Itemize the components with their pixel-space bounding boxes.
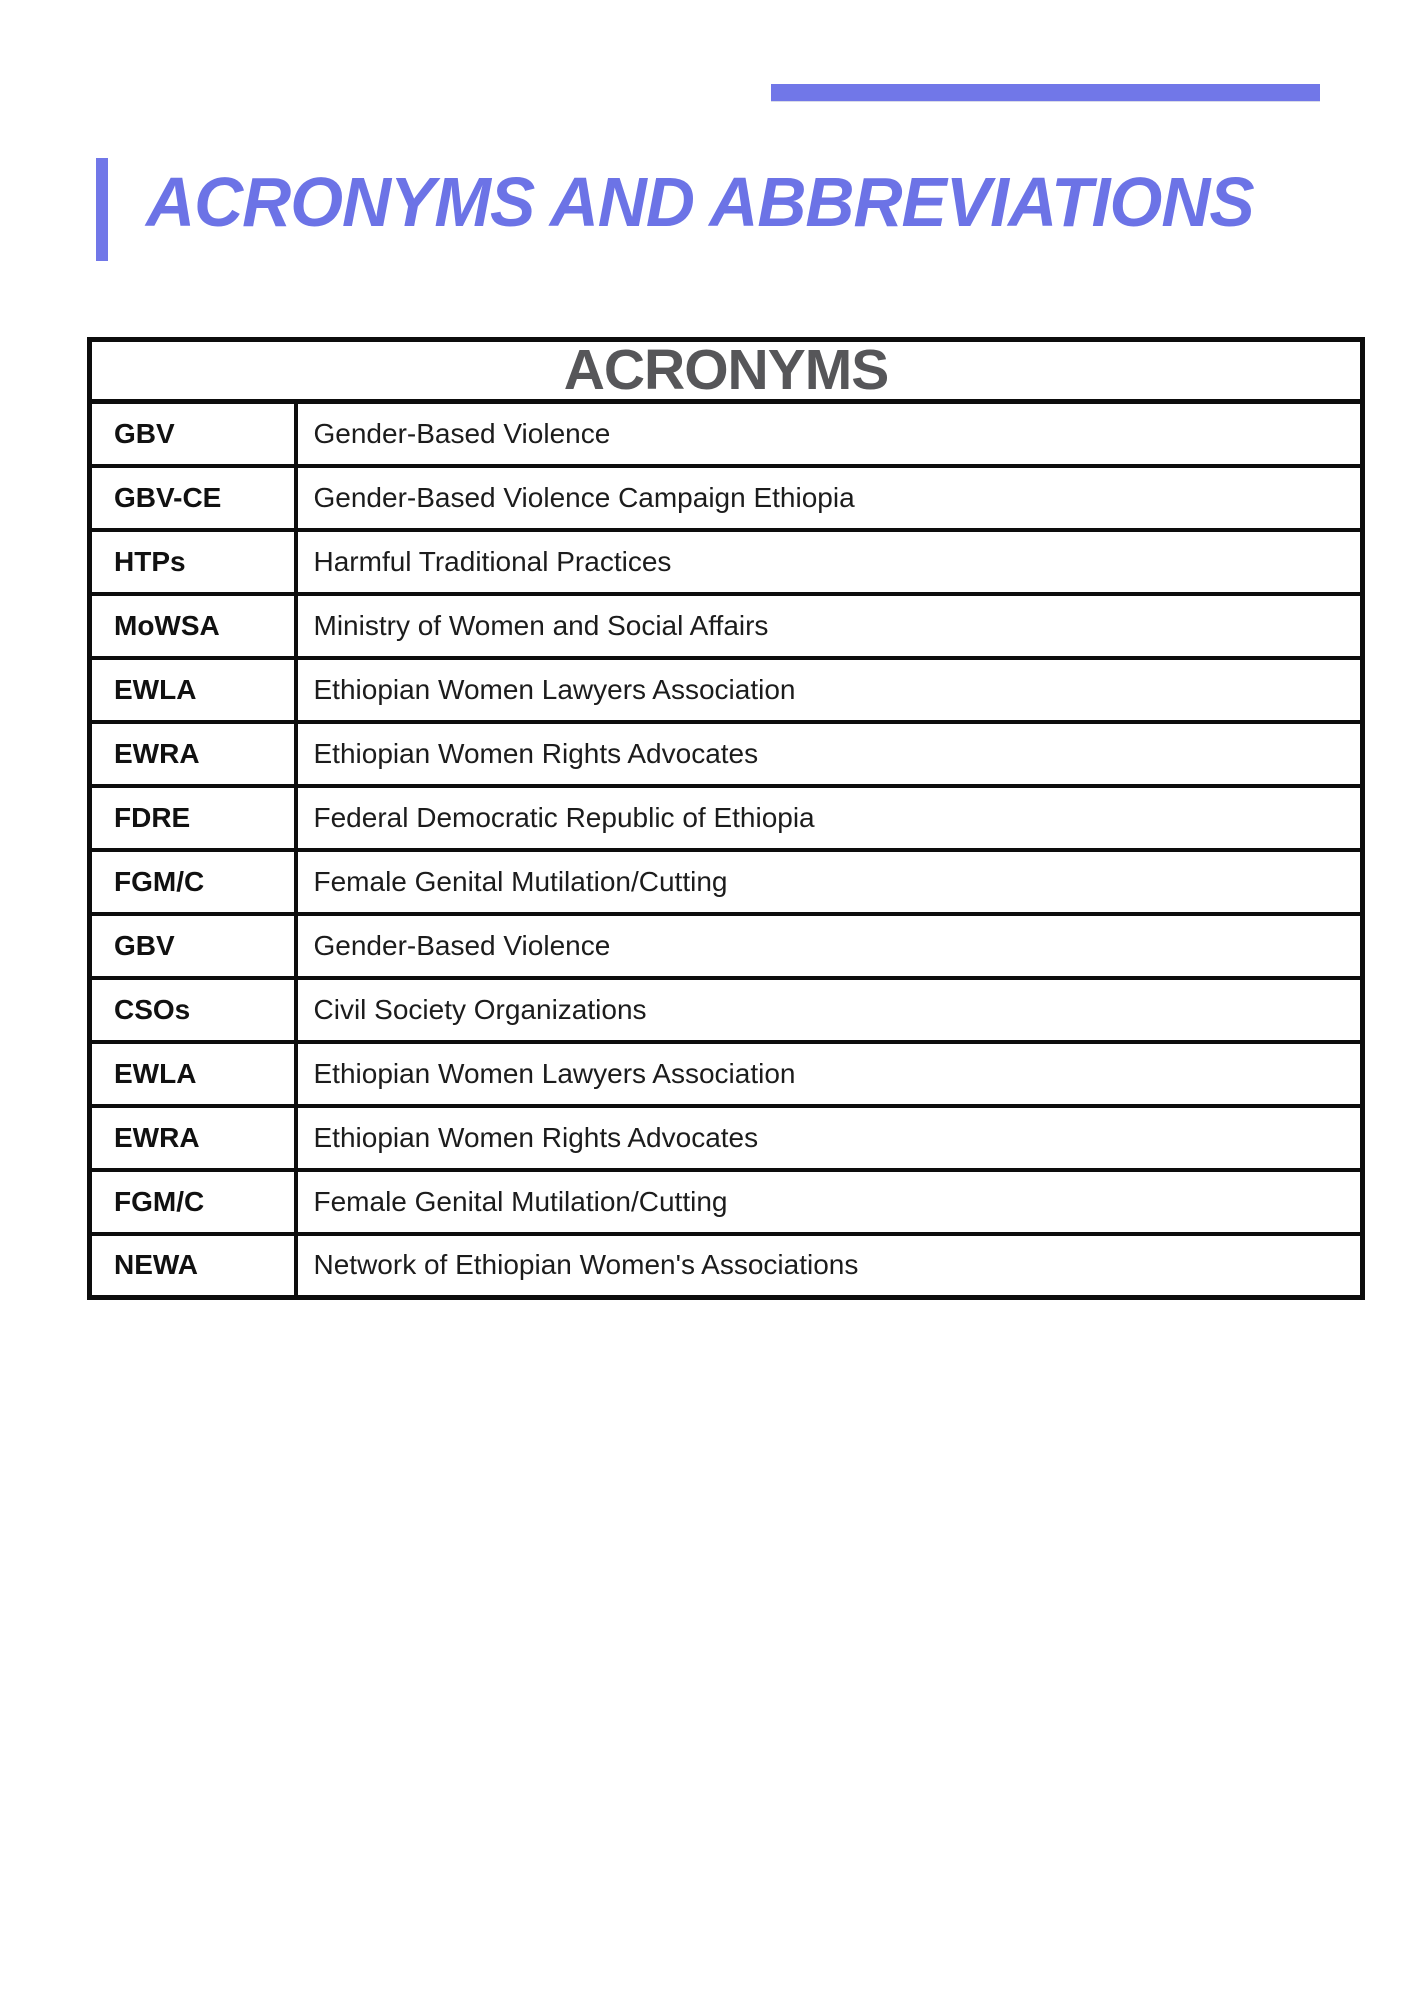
acronym-cell: EWRA — [90, 722, 296, 786]
table-row — [90, 466, 1363, 530]
definition-cell: Gender-Based Violence — [296, 402, 1363, 466]
acronym-cell: GBV — [90, 402, 296, 466]
definition-cell: Female Genital Mutilation/Cutting — [296, 1170, 1363, 1234]
acronym-cell: MoWSA — [90, 594, 296, 658]
acronym-table — [87, 337, 1365, 1300]
definition-cell: Ethiopian Women Lawyers Association — [296, 658, 1363, 722]
page-title: ACRONYMS AND ABBREVIATIONS — [146, 163, 1254, 241]
acronym-cell: CSOs — [90, 978, 296, 1042]
definition-cell: Ethiopian Women Rights Advocates — [296, 722, 1363, 786]
acronym-cell: FDRE — [90, 786, 296, 850]
table-row — [90, 850, 1363, 914]
definition-cell: Ministry of Women and Social Affairs — [296, 594, 1363, 658]
definition-cell: Federal Democratic Republic of Ethiopia — [296, 786, 1363, 850]
acronym-cell: FGM/C — [90, 850, 296, 914]
definition-cell: Civil Society Organizations — [296, 978, 1363, 1042]
acronym-table-body — [90, 402, 1363, 1298]
table-row — [90, 978, 1363, 1042]
top-accent-bar — [771, 84, 1320, 101]
table-row — [90, 1042, 1363, 1106]
table-row — [90, 1170, 1363, 1234]
definition-cell: Network of Ethiopian Women's Associations — [296, 1234, 1363, 1298]
table-row — [90, 658, 1363, 722]
acronym-cell: EWLA — [90, 1042, 296, 1106]
definition-cell: Harmful Traditional Practices — [296, 530, 1363, 594]
acronym-cell: EWRA — [90, 1106, 296, 1170]
definition-cell: Ethiopian Women Rights Advocates — [296, 1106, 1363, 1170]
table-row — [90, 722, 1363, 786]
table-row — [90, 786, 1363, 850]
table-title: ACRONYMS — [90, 340, 1363, 402]
table-row — [90, 530, 1363, 594]
definition-cell: Ethiopian Women Lawyers Association — [296, 1042, 1363, 1106]
table-row — [90, 914, 1363, 978]
definition-cell: Gender-Based Violence — [296, 914, 1363, 978]
table-row — [90, 1234, 1363, 1298]
table-row — [90, 1106, 1363, 1170]
table-header-row — [90, 340, 1363, 402]
definition-cell: Female Genital Mutilation/Cutting — [296, 850, 1363, 914]
definition-cell: Gender-Based Violence Campaign Ethiopia — [296, 466, 1363, 530]
acronym-cell: GBV — [90, 914, 296, 978]
table-row — [90, 594, 1363, 658]
acronym-cell: HTPs — [90, 530, 296, 594]
acronym-cell: EWLA — [90, 658, 296, 722]
title-accent-bar — [96, 158, 108, 261]
acronym-cell: GBV-CE — [90, 466, 296, 530]
table-row — [90, 402, 1363, 466]
acronym-cell: FGM/C — [90, 1170, 296, 1234]
acronym-cell: NEWA — [90, 1234, 296, 1298]
